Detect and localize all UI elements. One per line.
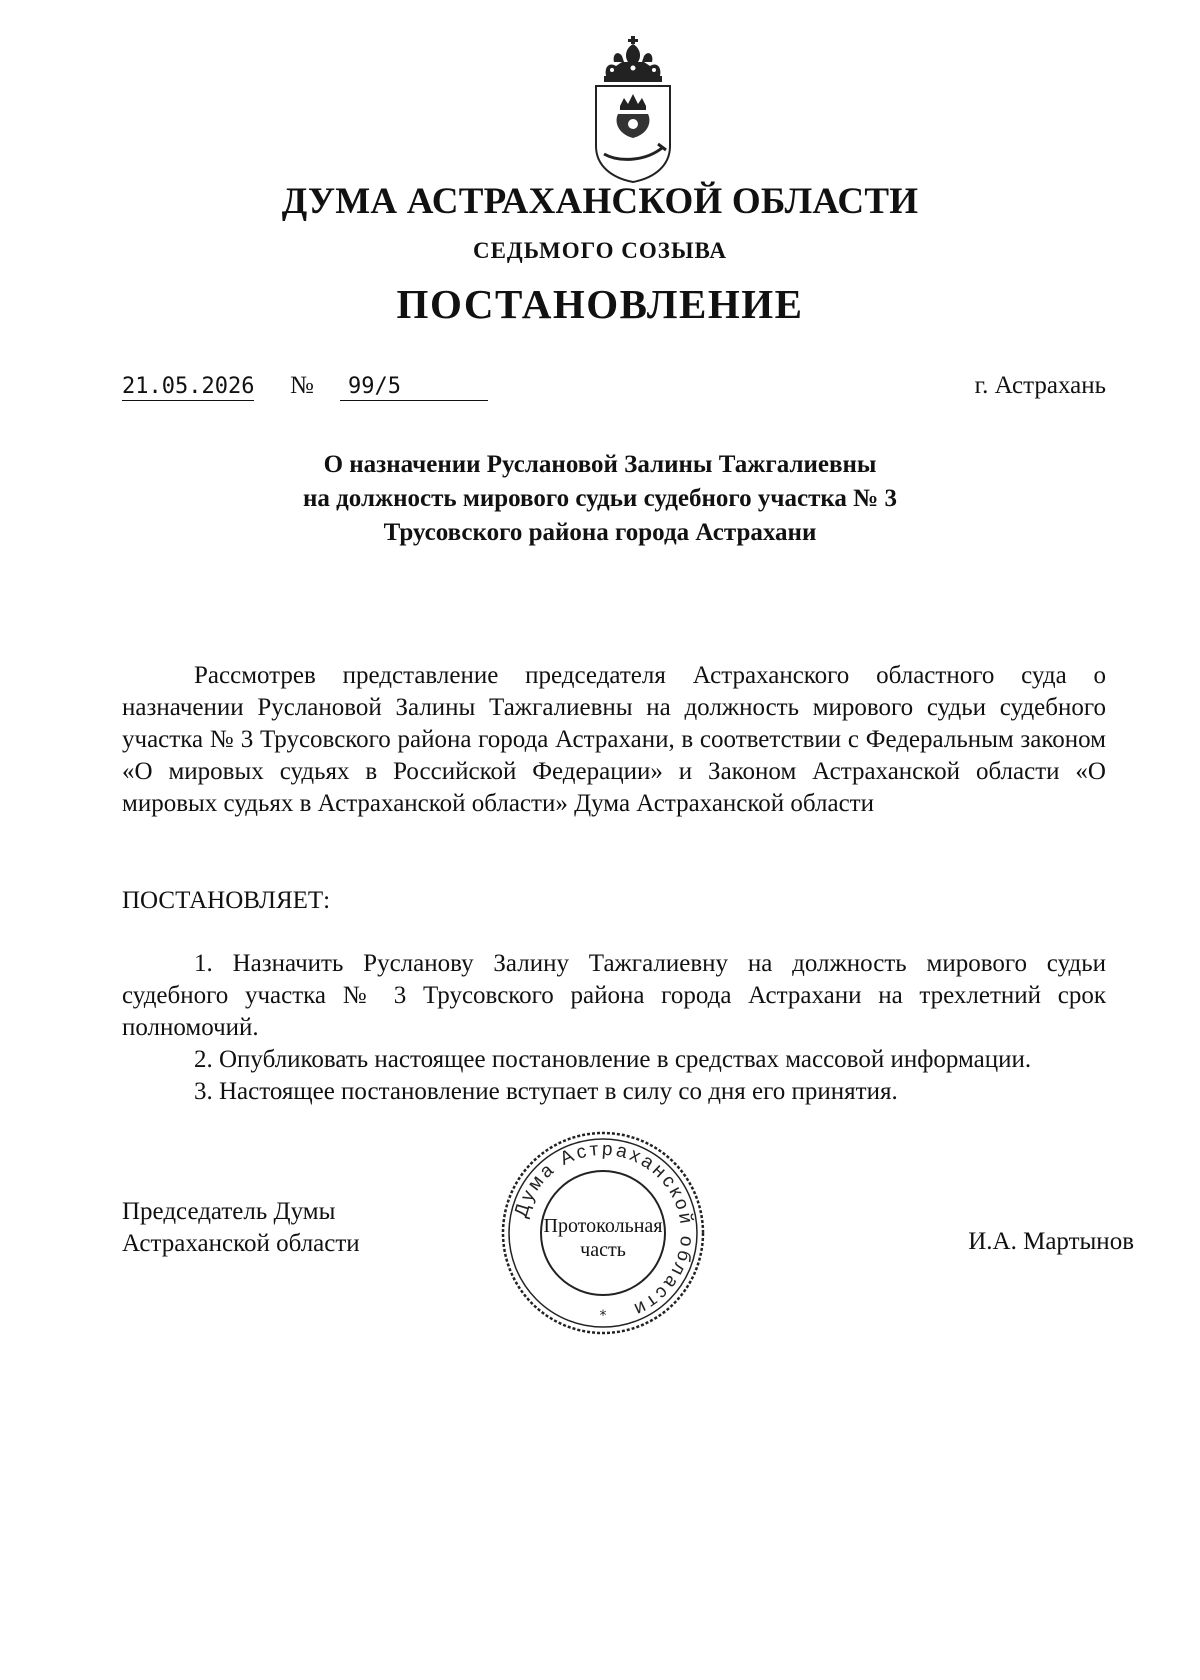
- heading-line: О назначении Руслановой Залины Тажгалиевны: [323, 451, 877, 478]
- document-heading: [0, 448, 1200, 550]
- heading-line: Трусовского района города Астрахани: [383, 519, 817, 546]
- resolution-item-2: 2. Опубликовать настоящее постановление в средствах массовой информации.: [194, 1046, 1032, 1073]
- document-type-title: ПОСТАНОВЛЕНИЕ: [396, 281, 804, 327]
- signatory-position-line: Астраханской области: [122, 1230, 360, 1257]
- coat-of-arms-icon: [588, 36, 678, 186]
- document-number-label: №: [290, 372, 314, 399]
- heading-line: на должность мирового судьи судебного участка № 3: [302, 485, 898, 512]
- preamble-paragraph: Рассмотрев представление председателя Астраханского областного суда о назначении Руслановой Залины Тажгалиевны на должность мирового судьи судебного участка № 3 Трусовского района города Астрахани, в соответствии с Федеральным законом «О мировых судьях в Российской Федерации» и Законом Астраханской области «О мировых судьях в Астраханской области» Дума Астраханской области: [122, 662, 1106, 817]
- stamp-star: *: [599, 1308, 607, 1324]
- document-meta-row: [122, 374, 1106, 414]
- official-stamp: [498, 1128, 708, 1338]
- document-number: 99/5: [340, 374, 488, 401]
- stamp-ring-text: Дума Астраханской области: [510, 1138, 698, 1321]
- signatory-position: [122, 1196, 360, 1260]
- document-city: г. Астрахань: [974, 372, 1106, 399]
- document-date: 21.05.2026: [122, 374, 255, 399]
- resolves-label: ПОСТАНОВЛЯЕТ:: [122, 887, 331, 914]
- resolution-item-3: 3. Настоящее постановление вступает в силу со дня его принятия.: [194, 1078, 898, 1105]
- resolution-item-1: 1. Назначить Русланову Залину Тажгалиевну на должность мирового судьи судебного участка № 3 Трусовского района города Астрахани на трехлетний срок полномочий.: [122, 950, 1106, 1041]
- signatory-position-line: Председатель Думы: [122, 1198, 336, 1225]
- convocation-subtitle: СЕДЬМОГО СОЗЫВА: [472, 238, 728, 263]
- stamp-center-line: Протокольная: [543, 1215, 663, 1237]
- stamp-center-line: часть: [580, 1239, 626, 1261]
- organization-title: ДУМА АСТРАХАНСКОЙ ОБЛАСТИ: [281, 181, 919, 222]
- signatory-name: И.А. Мартынов: [968, 1228, 1134, 1255]
